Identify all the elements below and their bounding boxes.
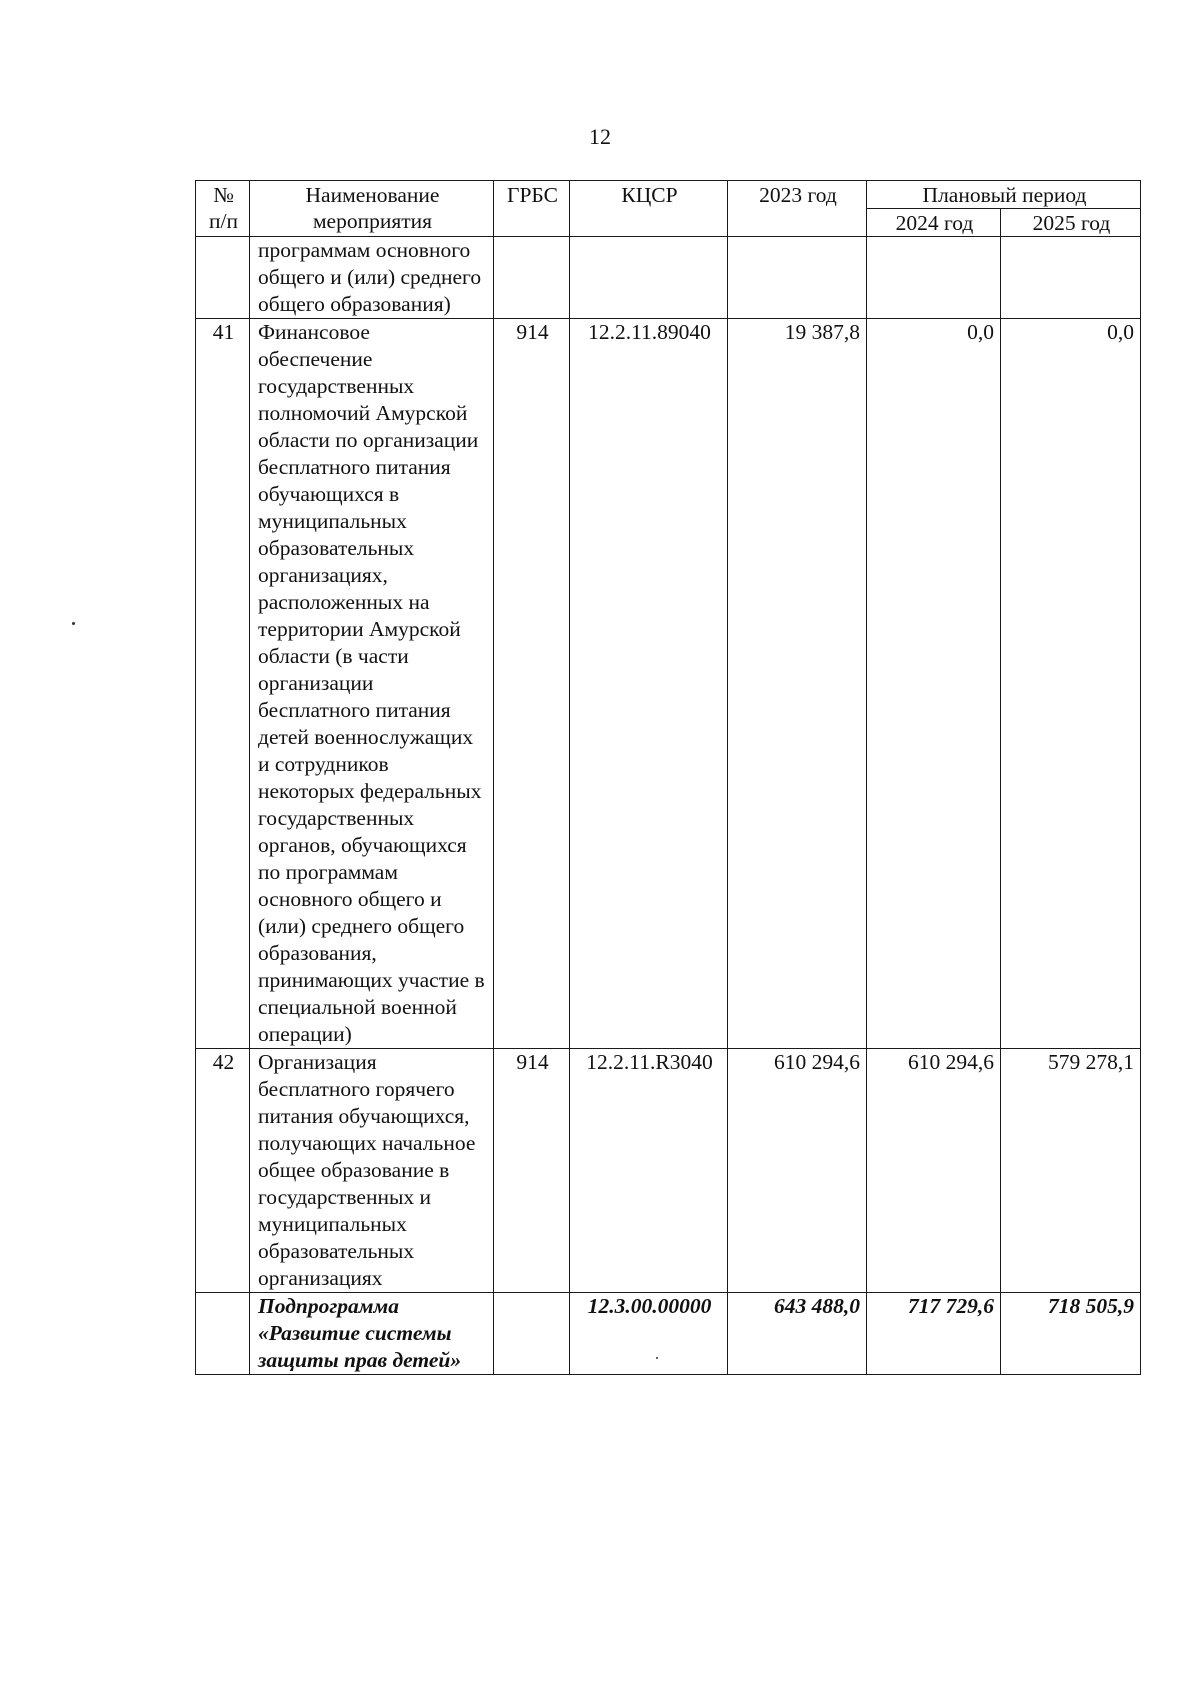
header-2025: 2025 год bbox=[1001, 209, 1141, 237]
cell-2025: 579 278,1 bbox=[1001, 1049, 1141, 1293]
cell-kcsr bbox=[570, 237, 728, 319]
cell-2024: 610 294,6 bbox=[867, 1049, 1001, 1293]
table-row-continuation bbox=[196, 237, 1141, 319]
budget-table bbox=[195, 180, 1141, 1375]
cell-grbs: 914 bbox=[494, 1049, 570, 1293]
cell-num bbox=[196, 237, 250, 319]
table-row-subprogram bbox=[196, 1293, 1141, 1375]
header-num-line1: № bbox=[213, 183, 234, 207]
header-2023: 2023 год bbox=[728, 181, 867, 237]
scan-speck bbox=[72, 622, 75, 625]
cell-2023: 19 387,8 bbox=[728, 319, 867, 1049]
cell-grbs: 914 bbox=[494, 319, 570, 1049]
cell-2023: 610 294,6 bbox=[728, 1049, 867, 1293]
cell-grbs bbox=[494, 237, 570, 319]
header-row-1 bbox=[196, 181, 1141, 209]
header-grbs: ГРБС bbox=[494, 181, 570, 237]
header-planned-period: Плановый период bbox=[867, 181, 1141, 209]
cell-2024: 717 729,6 bbox=[867, 1293, 1001, 1375]
page-number: 12 bbox=[589, 124, 611, 149]
cell-name: Финансовое обеспечение государственных полномочий Амурской области по организации бесплатного питания обучающихся в муниципальных образовательных организациях, расположенных на территории Амурской области (в части организации бесплатного питания детей военнослужащих и сотрудников некоторых федеральных государственных органов, обучающихся по программам основного общего и (или) среднего общего образования, принимающих участие в специальной военной операции) bbox=[250, 319, 494, 1049]
cell-num bbox=[196, 1293, 250, 1375]
header-2024: 2024 год bbox=[867, 209, 1001, 237]
cell-2023 bbox=[728, 237, 867, 319]
header-num bbox=[196, 181, 250, 237]
cell-2025: 0,0 bbox=[1001, 319, 1141, 1049]
cell-2025 bbox=[1001, 237, 1141, 319]
cell-num: 41 bbox=[196, 319, 250, 1049]
header-num-line2: п/п bbox=[209, 209, 238, 233]
cell-2023: 643 488,0 bbox=[728, 1293, 867, 1375]
scan-speck bbox=[656, 1357, 658, 1359]
cell-num: 42 bbox=[196, 1049, 250, 1293]
table-row bbox=[196, 319, 1141, 1049]
cell-name: Организация бесплатного горячего питания обучающихся, получающих начальное общее образование в государственных и муниципальных образовательных организациях bbox=[250, 1049, 494, 1293]
table-row bbox=[196, 1049, 1141, 1293]
header-name bbox=[250, 181, 494, 237]
cell-kcsr: 12.2.11.R3040 bbox=[570, 1049, 728, 1293]
cell-2024: 0,0 bbox=[867, 319, 1001, 1049]
header-kcsr: КЦСР bbox=[570, 181, 728, 237]
cell-2024 bbox=[867, 237, 1001, 319]
cell-name: Подпрограмма «Развитие системы защиты прав детей» bbox=[250, 1293, 494, 1375]
cell-kcsr: 12.3.00.00000 bbox=[570, 1293, 728, 1375]
cell-2025: 718 505,9 bbox=[1001, 1293, 1141, 1375]
header-name-line1: Наименование bbox=[305, 183, 440, 207]
cell-kcsr: 12.2.11.89040 bbox=[570, 319, 728, 1049]
cell-grbs bbox=[494, 1293, 570, 1375]
header-name-line2: мероприятия bbox=[312, 209, 433, 233]
cell-name: программам основного общего и (или) среднего общего образования) bbox=[250, 237, 494, 319]
